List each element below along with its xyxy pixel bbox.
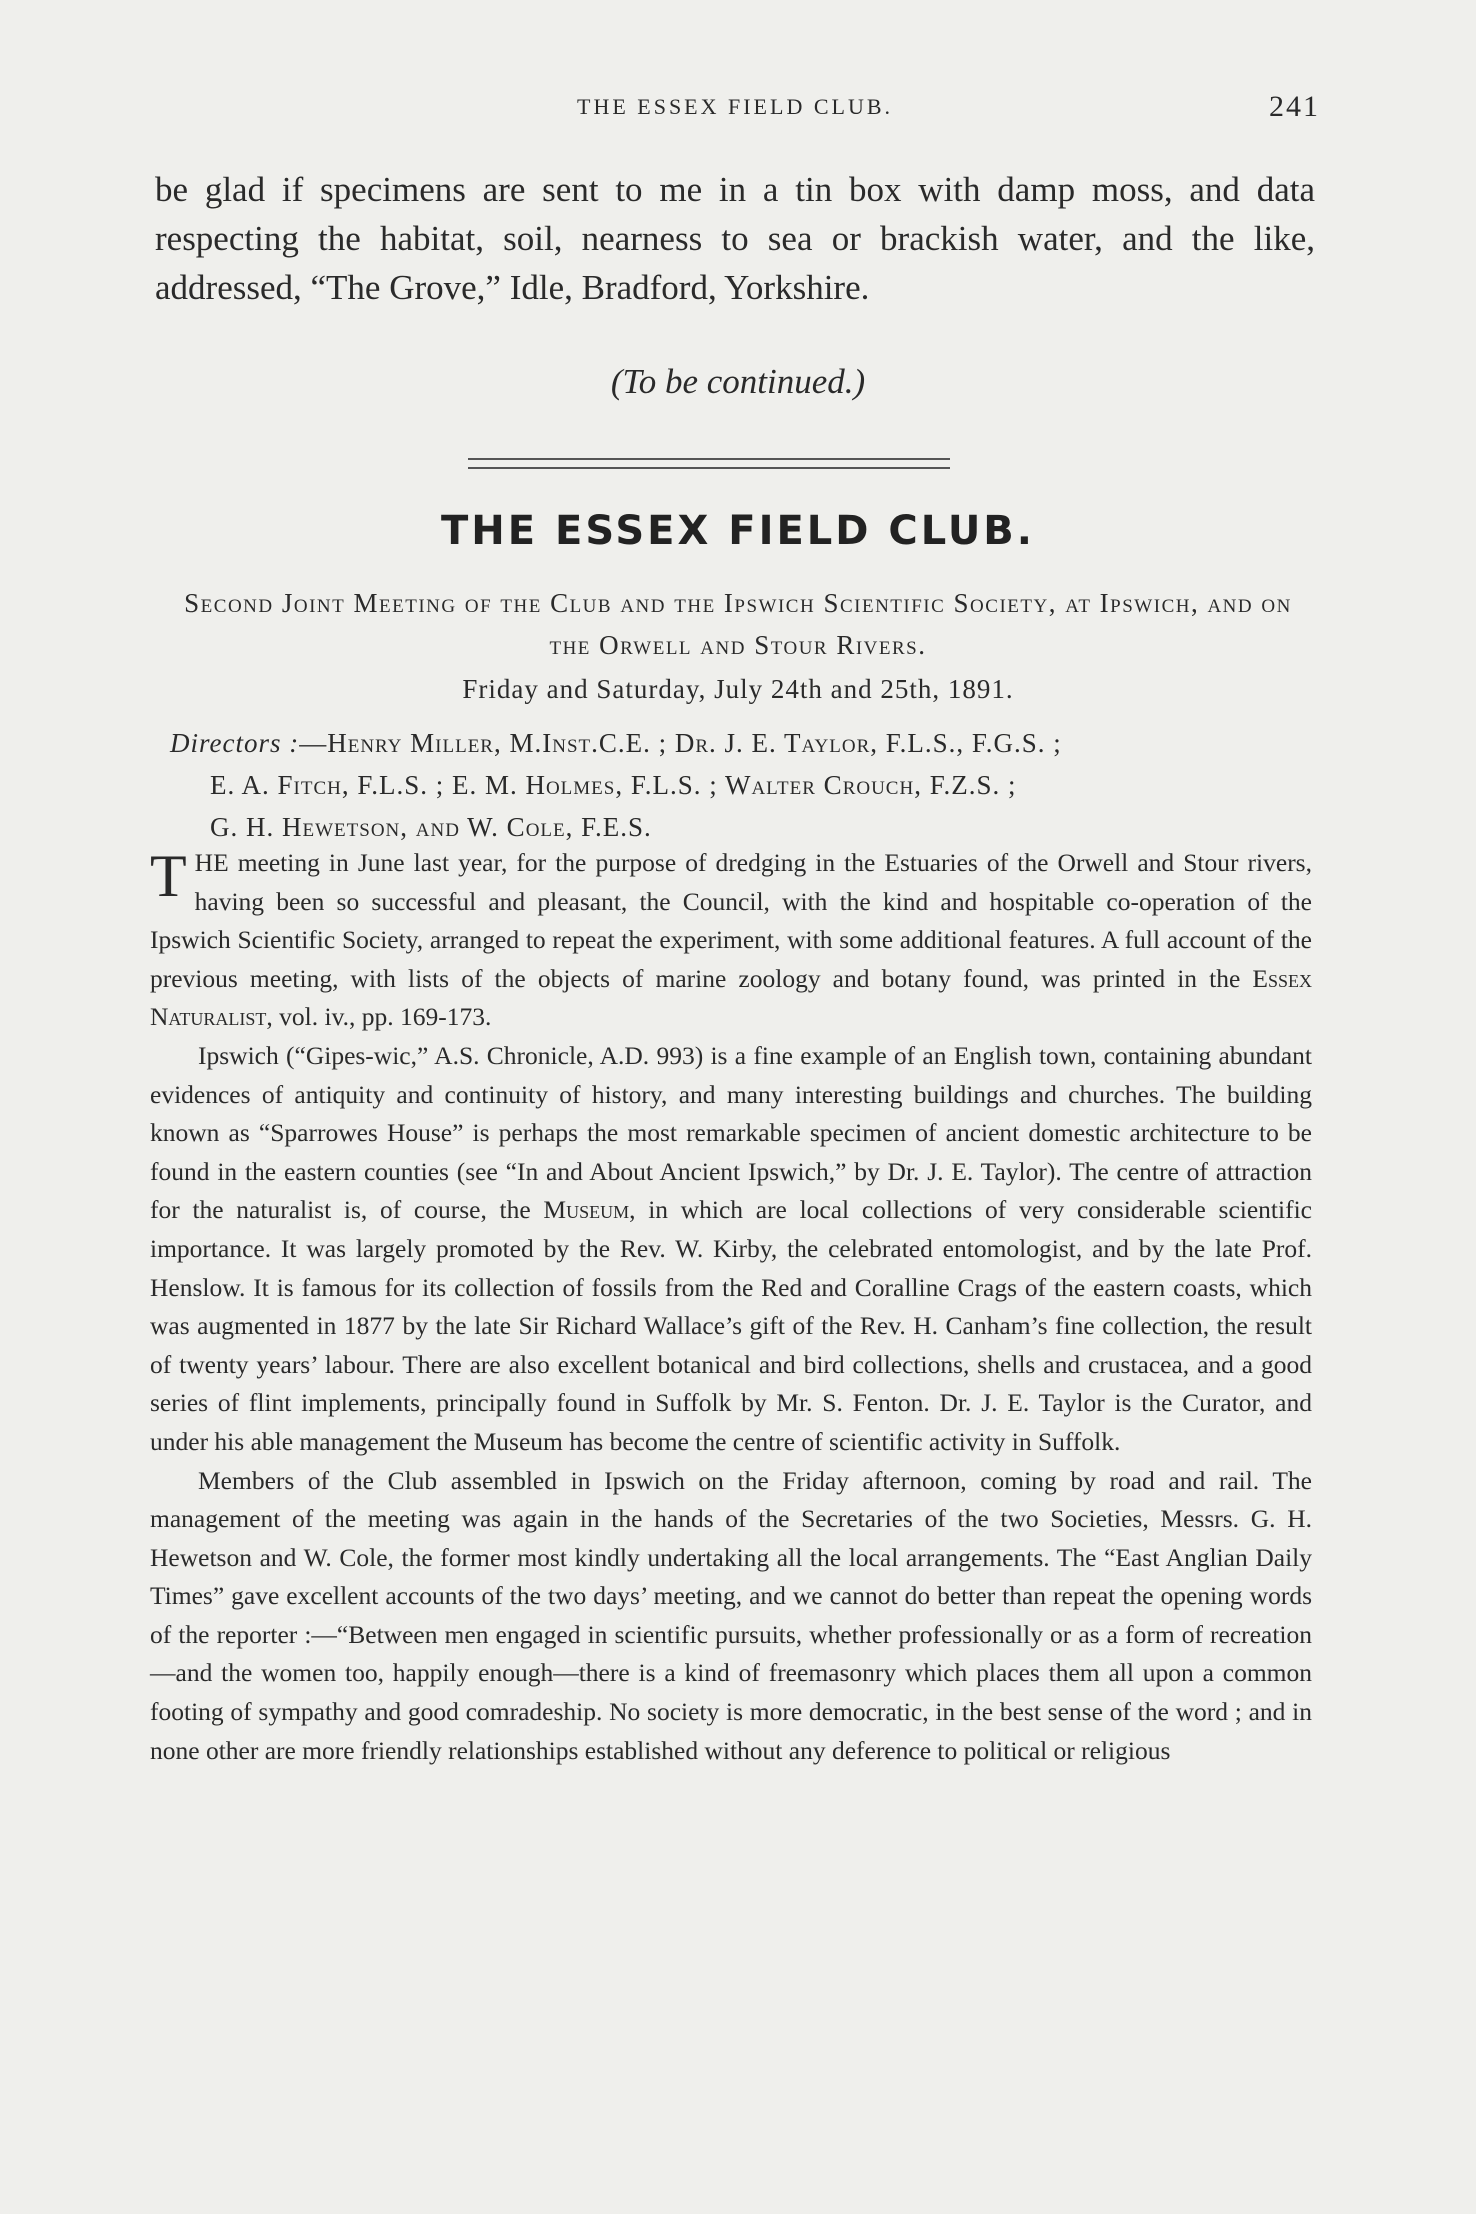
running-title: THE ESSEX FIELD CLUB. <box>577 94 893 119</box>
directors-line-1 <box>170 722 1320 764</box>
drop-cap: T <box>150 843 187 909</box>
directors-names-1: —Henry Miller, M.Inst.C.E. ; Dr. J. E. Taylor, F.L.S., F.G.S. ; <box>299 728 1062 758</box>
page-number: 241 <box>1269 90 1320 123</box>
continued-text <box>155 165 1315 312</box>
directors-label: Directors : <box>170 728 300 758</box>
paragraph-2 <box>150 1037 1312 1462</box>
journal-name: Essex Naturalist <box>150 963 1312 1032</box>
paragraph-1-text: HE meeting in June last year, for the purpose of dredging in the Estuaries of the Orwell and Stour rivers, having been so successful and pleasant, the Council, with the kind and hospitable co-operation of the Ipswich Scientific Society, arranged to repeat the experiment, with some additional features. A full account of the previous meeting, with lists of the objects of marine zoology and botany found, was printed in the <box>150 848 1312 993</box>
section-title: THE ESSEX FIELD CLUB. <box>441 508 1035 554</box>
page-header <box>150 90 1320 130</box>
article-body <box>150 844 1312 1770</box>
to-be-continued-text: (To be continued.) <box>610 362 866 401</box>
directors-line-2: E. A. Fitch, F.L.S. ; E. M. Holmes, F.L.S. ; Walter Crouch, F.Z.S. ; <box>210 770 1017 800</box>
paragraph-1 <box>150 844 1312 1037</box>
paragraph-2-text: Ipswich (“Gipes-wic,” A.S. Chronicle, A.D. 993) is a fine example of an English town, containing abundant evidences of antiquity and continuity of history, and many interesting buildings and churches. The building known as “Sparrowes House” is perhaps the most remarkable specimen of ancient domestic architecture to be found in the eastern counties (see “In and About Ancient Ipswich,” by Dr. J. E. Taylor). The centre of attraction for the naturalist is, of course, the <box>150 1040 1312 1225</box>
section-divider <box>468 458 950 469</box>
museum-term: Museum <box>543 1195 630 1225</box>
paragraph-1-end: , vol. iv., pp. 169-173. <box>266 1002 492 1032</box>
paragraph-3: Members of the Club assembled in Ipswich on the Friday afternoon, coming by road and rail. The management of the meeting was again in the hands of the Secretaries of the two Societies, Messrs. G. H. Hewetson and W. Cole, the former most kindly undertaking all the local arrangements. The “East Anglian Daily Times” gave excellent accounts of the two days’ meeting, and we cannot do better than repeat the opening words of the reporter :—“Between men engaged in scientific pursuits, whether professionally or as a form of recreation—and the women too, happily enough—there is a kind of freemasonry which places them all upon a common footing of sympathy and good comradeship. No society is more democratic, in the best sense of the word ; and in none other are more friendly relationships established without any deference to political or religious <box>150 1465 1312 1765</box>
section-subtitle: Second Joint Meeting of the Club and the Ipswich Scientific Society, at Ipswich, and on the Orwell and Stour Rivers. <box>184 588 1292 660</box>
directors-line-3: G. H. Hewetson, and W. Cole, F.E.S. <box>210 812 652 842</box>
to-be-continued-note <box>0 362 1476 402</box>
paragraph-2-end: , in which are local collections of very considerable scientific importance. It was largely promoted by the Rev. W. Kirby, the celebrated entomologist, and by the late Prof. Henslow. It is famous for its collection of fossils from the Red and Coralline Crags of the eastern coasts, which was augmented in 1877 by the late Sir Richard Wallace’s gift of the Rev. H. Canham’s fine collection, the result of twenty years’ labour. There are also excellent botanical and bird collections, shells and crustacea, and a good series of flint implements, principally found in Suffolk by Mr. S. Fenton. Dr. J. E. Taylor is the Curator, and under his able management the Museum has become the centre of scientific activity in Suffolk. <box>150 1195 1313 1456</box>
intro-paragraph: be glad if specimens are sent to me in a tin box with damp moss, and data respecting the habitat, soil, nearness to sea or brackish water, and the like, addressed, “The Grove,” Idle, Bradford, Yorkshire. <box>155 170 1315 307</box>
directors-list <box>170 722 1320 848</box>
meeting-date: Friday and Saturday, July 24th and 25th, 1891. <box>462 674 1014 704</box>
